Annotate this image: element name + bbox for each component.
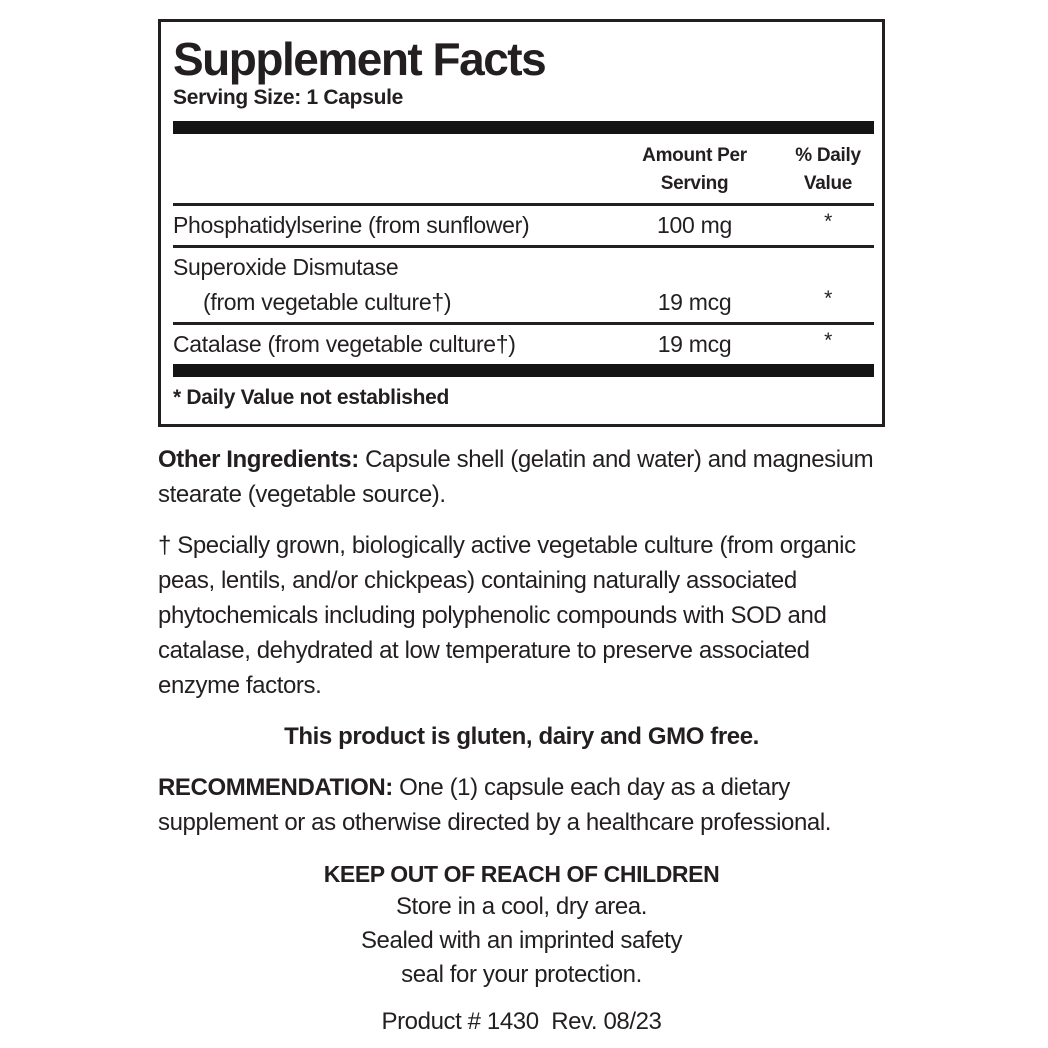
thick-divider-bottom — [173, 364, 874, 377]
table-header-row — [173, 134, 874, 206]
recommendation-paragraph — [158, 770, 863, 840]
amount-header-line2: Serving — [660, 172, 729, 194]
supplement-facts-panel — [158, 19, 885, 427]
ingredient-daily-value: * — [824, 286, 832, 310]
ingredient-name: Phosphatidylserine (from sunflower) — [173, 211, 530, 238]
table-row — [173, 248, 874, 325]
ingredient-daily-value: * — [824, 328, 832, 352]
column-header-amount-per-serving — [607, 142, 782, 198]
daily-header-line1: % Daily — [795, 144, 861, 166]
vegetable-culture-note: † Specially grown, biologically active vegetable culture (from organic peas, lentils, and/or chickpeas) containing naturally associated phytochemicals including polyphenolic compounds with SOD and catalase, dehydrated at low temperature to preserve associated enzyme factors. — [158, 531, 856, 699]
row-line — [173, 325, 874, 364]
daily-header-line2: Value — [803, 172, 853, 194]
row-line — [173, 206, 874, 245]
safety-seal-line1: Sealed with an imprinted safety — [360, 926, 683, 954]
table-row — [173, 325, 874, 364]
table-row — [173, 206, 874, 248]
ingredient-name-continued: (from vegetable culture†) — [203, 288, 452, 315]
ingredient-amount: 19 mcg — [657, 330, 732, 357]
other-ingredients-paragraph — [158, 442, 885, 512]
amount-header-line1: Amount Per — [642, 144, 747, 166]
ingredient-daily-value: * — [824, 209, 832, 233]
allergen-free-statement: This product is gluten, dairy and GMO free. — [284, 722, 759, 750]
other-ingredients-label: Other Ingredients: — [158, 445, 359, 473]
product-number-revision: Product # 1430 Rev. 08/23 — [381, 1007, 662, 1035]
thick-divider-top — [173, 121, 874, 134]
ingredient-name: Superoxide Dismutase — [173, 253, 399, 280]
recommendation-label: RECOMMENDATION: — [158, 773, 393, 801]
row-line — [173, 248, 874, 287]
other-ingredients-text: Capsule shell (gelatin and water) and magnesium stearate (vegetable source). — [158, 445, 874, 508]
ingredient-amount: 100 mg — [657, 211, 732, 238]
ingredient-name: Catalase (from vegetable culture†) — [173, 330, 516, 357]
recommendation-text: One (1) capsule each day as a dietary supplement or as otherwise directed by a healthcare professional. — [158, 773, 832, 836]
column-header-daily-value — [782, 142, 874, 198]
serving-size: Serving Size: 1 Capsule — [173, 85, 404, 109]
daily-value-footnote: * Daily Value not established — [173, 385, 450, 409]
panel-title: Supplement Facts — [173, 33, 546, 85]
keep-out-of-reach-warning: KEEP OUT OF REACH OF CHILDREN — [323, 860, 720, 887]
ingredient-amount: 19 mcg — [657, 288, 732, 315]
row-line — [173, 287, 874, 322]
safety-seal-line2: seal for your protection. — [401, 960, 642, 988]
storage-instruction: Store in a cool, dry area. — [395, 892, 648, 920]
label-content — [158, 19, 885, 1036]
